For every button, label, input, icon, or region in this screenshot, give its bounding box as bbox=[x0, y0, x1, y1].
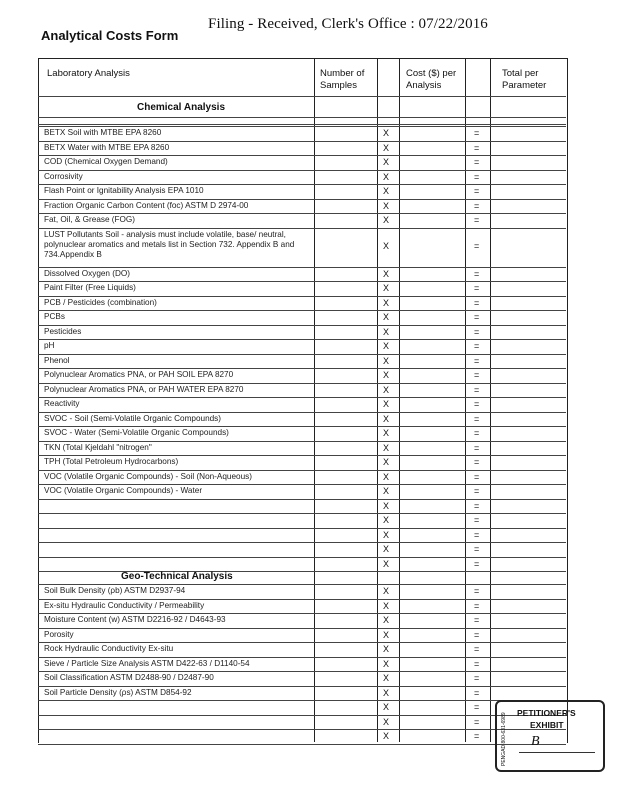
table-row bbox=[38, 267, 566, 268]
column-divider bbox=[465, 58, 466, 742]
column-divider bbox=[314, 58, 315, 742]
equals-mark: = bbox=[474, 529, 480, 540]
samples-x-mark: X bbox=[383, 716, 390, 727]
table-row bbox=[38, 642, 566, 643]
table-row bbox=[38, 455, 566, 456]
equals-mark: = bbox=[474, 471, 480, 482]
table-row bbox=[38, 383, 566, 384]
row-label: Paint Filter (Free Liquids) bbox=[44, 283, 136, 292]
row-label: COD (Chemical Oxygen Demand) bbox=[44, 157, 168, 166]
samples-x-mark: X bbox=[383, 399, 390, 409]
samples-x-mark: X bbox=[383, 370, 390, 380]
row-label: Phenol bbox=[44, 355, 70, 365]
row-label: TKN (Total Kjeldahl "nitrogen" bbox=[44, 442, 152, 452]
equals-mark: = bbox=[474, 171, 480, 182]
equals-mark: = bbox=[474, 658, 480, 669]
row-label: Porosity bbox=[44, 629, 74, 639]
samples-x-mark: X bbox=[383, 268, 390, 279]
row-label: Pesticides bbox=[44, 326, 82, 336]
table-row bbox=[38, 354, 566, 355]
table-row bbox=[38, 296, 566, 297]
row-label: Polynuclear Aromatics PNA, or PAH SOIL EPA 8270 bbox=[44, 370, 234, 379]
exhibit-sticker bbox=[495, 700, 605, 772]
equals-mark: = bbox=[474, 297, 480, 308]
section-chemical-analysis: Chemical Analysis bbox=[137, 102, 226, 113]
table-row bbox=[38, 499, 566, 500]
row-label: Reactivity bbox=[44, 399, 80, 408]
table-row-end bbox=[38, 571, 566, 572]
equals-mark: = bbox=[474, 399, 480, 409]
samples-x-mark: X bbox=[383, 687, 390, 698]
equals-mark: = bbox=[474, 370, 480, 380]
column-divider bbox=[377, 58, 378, 742]
table-row bbox=[38, 397, 566, 398]
samples-x-mark: X bbox=[383, 457, 390, 467]
row-label: Polynuclear Aromatics PNA, or PAH WATER EPA 8270 bbox=[44, 384, 244, 394]
header-number-of-samples: Number of Samples bbox=[320, 68, 365, 91]
equals-mark: = bbox=[474, 687, 480, 698]
exhibit-side-text: PENGAD 800-631-6989 bbox=[501, 712, 507, 766]
equals-mark: = bbox=[474, 413, 480, 424]
samples-x-mark: X bbox=[383, 471, 390, 482]
table-row bbox=[38, 700, 566, 701]
equals-mark: = bbox=[474, 268, 480, 279]
samples-x-mark: X bbox=[383, 215, 390, 225]
table-row bbox=[38, 426, 566, 427]
equals-mark: = bbox=[474, 312, 480, 322]
samples-x-mark: X bbox=[383, 673, 390, 683]
section-geo-technical-analysis: Geo-Technical Analysis bbox=[121, 571, 233, 582]
table-row bbox=[38, 412, 566, 413]
row-label: Soil Particle Density (ρs) ASTM D854-92 bbox=[44, 687, 192, 697]
samples-x-mark: X bbox=[383, 413, 390, 424]
samples-x-mark: X bbox=[383, 486, 390, 496]
filing-stamp: Filing - Received, Clerk's Office : 07/22/2016 bbox=[208, 16, 488, 32]
table-row bbox=[38, 715, 566, 716]
header-lab-analysis: Laboratory Analysis bbox=[47, 68, 130, 79]
row-label: Flash Point or Ignitability Analysis EPA 1010 bbox=[44, 186, 204, 195]
table-row bbox=[38, 325, 566, 326]
row-label: Ex-situ Hydraulic Conductivity / Permeability bbox=[44, 600, 205, 610]
row-label: PCBs bbox=[44, 312, 65, 321]
exhibit-line1: PETITIONER'S bbox=[517, 708, 576, 718]
row-label: BETX Water with MTBE EPA 8260 bbox=[44, 142, 170, 152]
samples-x-mark: X bbox=[383, 355, 390, 366]
table-row bbox=[38, 484, 566, 485]
samples-x-mark: X bbox=[383, 341, 390, 351]
section-divider bbox=[38, 117, 566, 118]
samples-x-mark: X bbox=[383, 731, 390, 741]
table-row bbox=[38, 657, 566, 658]
table-row bbox=[38, 542, 566, 543]
form-title: Analytical Costs Form bbox=[41, 28, 179, 43]
equals-mark: = bbox=[474, 128, 480, 138]
equals-mark: = bbox=[474, 355, 480, 366]
row-label: Sieve / Particle Size Analysis ASTM D422-63 / D1140-54 bbox=[44, 658, 250, 668]
table-row bbox=[38, 126, 566, 127]
samples-x-mark: X bbox=[383, 186, 390, 196]
table-row bbox=[38, 310, 566, 311]
section-divider bbox=[38, 124, 566, 125]
row-label: SVOC - Water (Semi-Volatile Organic Compounds) bbox=[44, 428, 229, 437]
samples-x-mark: X bbox=[383, 200, 390, 211]
equals-mark: = bbox=[474, 486, 480, 496]
table-row bbox=[38, 155, 566, 156]
samples-x-mark: X bbox=[383, 384, 390, 395]
row-label: VOC (Volatile Organic Compounds) - Water bbox=[44, 486, 203, 495]
samples-x-mark: X bbox=[383, 515, 390, 525]
equals-mark: = bbox=[474, 600, 480, 611]
samples-x-mark: X bbox=[383, 128, 390, 138]
table-row bbox=[38, 557, 566, 558]
column-divider bbox=[399, 58, 400, 742]
samples-x-mark: X bbox=[383, 658, 390, 669]
equals-mark: = bbox=[474, 241, 480, 251]
row-label: Dissolved Oxygen (DO) bbox=[44, 268, 130, 278]
table-row bbox=[38, 228, 566, 229]
table-row bbox=[38, 368, 566, 369]
equals-mark: = bbox=[474, 326, 480, 337]
samples-x-mark: X bbox=[383, 312, 390, 322]
table-row bbox=[38, 671, 566, 672]
samples-x-mark: X bbox=[383, 157, 390, 167]
table-row bbox=[38, 281, 566, 282]
row-label: VOC (Volatile Organic Compounds) - Soil (Non-Aqueous) bbox=[44, 471, 252, 481]
row-label: Fat, Oil, & Grease (FOG) bbox=[44, 215, 135, 224]
equals-mark: = bbox=[474, 142, 480, 153]
samples-x-mark: X bbox=[383, 326, 390, 337]
table-row bbox=[38, 441, 566, 442]
row-label: PCB / Pesticides (combination) bbox=[44, 297, 157, 307]
table-row bbox=[38, 528, 566, 529]
table-row bbox=[38, 599, 566, 600]
samples-x-mark: X bbox=[383, 442, 390, 453]
row-label: BETX Soil with MTBE EPA 8260 bbox=[44, 128, 162, 137]
equals-mark: = bbox=[474, 157, 480, 167]
equals-mark: = bbox=[474, 716, 480, 727]
table-row bbox=[38, 184, 566, 185]
exhibit-mark: B bbox=[531, 734, 540, 749]
table-row-end bbox=[38, 744, 566, 745]
samples-x-mark: X bbox=[383, 558, 390, 569]
samples-x-mark: X bbox=[383, 544, 390, 554]
table-row bbox=[38, 729, 566, 730]
table-row bbox=[38, 628, 566, 629]
table-row bbox=[38, 513, 566, 514]
equals-mark: = bbox=[474, 731, 480, 741]
samples-x-mark: X bbox=[383, 600, 390, 611]
row-label: Soil Classification ASTM D2488-90 / D2487-90 bbox=[44, 673, 214, 682]
equals-mark: = bbox=[474, 215, 480, 225]
equals-mark: = bbox=[474, 442, 480, 453]
exhibit-line2: EXHIBIT bbox=[530, 720, 564, 730]
equals-mark: = bbox=[474, 615, 480, 625]
table-row bbox=[38, 213, 566, 214]
equals-mark: = bbox=[474, 629, 480, 640]
table-row bbox=[38, 141, 566, 142]
table-row bbox=[38, 470, 566, 471]
samples-x-mark: X bbox=[383, 702, 390, 712]
samples-x-mark: X bbox=[383, 283, 390, 293]
row-label: Corrosivity bbox=[44, 171, 83, 181]
samples-x-mark: X bbox=[383, 500, 390, 511]
samples-x-mark: X bbox=[383, 171, 390, 182]
equals-mark: = bbox=[474, 457, 480, 467]
equals-mark: = bbox=[474, 500, 480, 511]
samples-x-mark: X bbox=[383, 241, 390, 251]
samples-x-mark: X bbox=[383, 142, 390, 153]
equals-mark: = bbox=[474, 341, 480, 351]
row-label: Rock Hydraulic Conductivity Ex-situ bbox=[44, 644, 174, 653]
equals-mark: = bbox=[474, 673, 480, 683]
header-cost-per-analysis: Cost ($) per Analysis bbox=[406, 68, 457, 91]
table-row bbox=[38, 339, 566, 340]
samples-x-mark: X bbox=[383, 529, 390, 540]
samples-x-mark: X bbox=[383, 297, 390, 308]
exhibit-signature-line bbox=[519, 752, 595, 753]
samples-x-mark: X bbox=[383, 644, 390, 654]
equals-mark: = bbox=[474, 428, 480, 438]
equals-mark: = bbox=[474, 283, 480, 293]
equals-mark: = bbox=[474, 586, 480, 596]
header-total-per-parameter: Total per Parameter bbox=[502, 68, 547, 91]
row-label: Fraction Organic Carbon Content (foc) ASTM D 2974-00 bbox=[44, 200, 249, 210]
equals-mark: = bbox=[474, 200, 480, 211]
row-label: SVOC - Soil (Semi-Volatile Organic Compounds) bbox=[44, 413, 222, 423]
row-label: pH bbox=[44, 341, 55, 350]
header-divider bbox=[38, 96, 566, 97]
samples-x-mark: X bbox=[383, 629, 390, 640]
table-row bbox=[38, 613, 566, 614]
equals-mark: = bbox=[474, 558, 480, 569]
equals-mark: = bbox=[474, 644, 480, 654]
row-label: Soil Bulk Density (ρb) ASTM D2937-94 bbox=[44, 586, 186, 595]
table-row bbox=[38, 584, 566, 585]
column-divider bbox=[490, 58, 491, 742]
samples-x-mark: X bbox=[383, 586, 390, 596]
equals-mark: = bbox=[474, 544, 480, 554]
row-label: LUST Pollutants Soil - analysis must include volatile, base/ neutral, polynuclear aromatics and metals list in Section 732. Appendix B and 734.Appendix B bbox=[44, 229, 295, 259]
table-row bbox=[38, 170, 566, 171]
equals-mark: = bbox=[474, 384, 480, 395]
row-label: Moisture Content (w) ASTM D2216-92 / D4643-93 bbox=[44, 615, 226, 624]
equals-mark: = bbox=[474, 515, 480, 525]
table-row bbox=[38, 199, 566, 200]
equals-mark: = bbox=[474, 702, 480, 712]
table-row bbox=[38, 686, 566, 687]
equals-mark: = bbox=[474, 186, 480, 196]
row-label: TPH (Total Petroleum Hydrocarbons) bbox=[44, 457, 179, 466]
samples-x-mark: X bbox=[383, 428, 390, 438]
samples-x-mark: X bbox=[383, 615, 390, 625]
